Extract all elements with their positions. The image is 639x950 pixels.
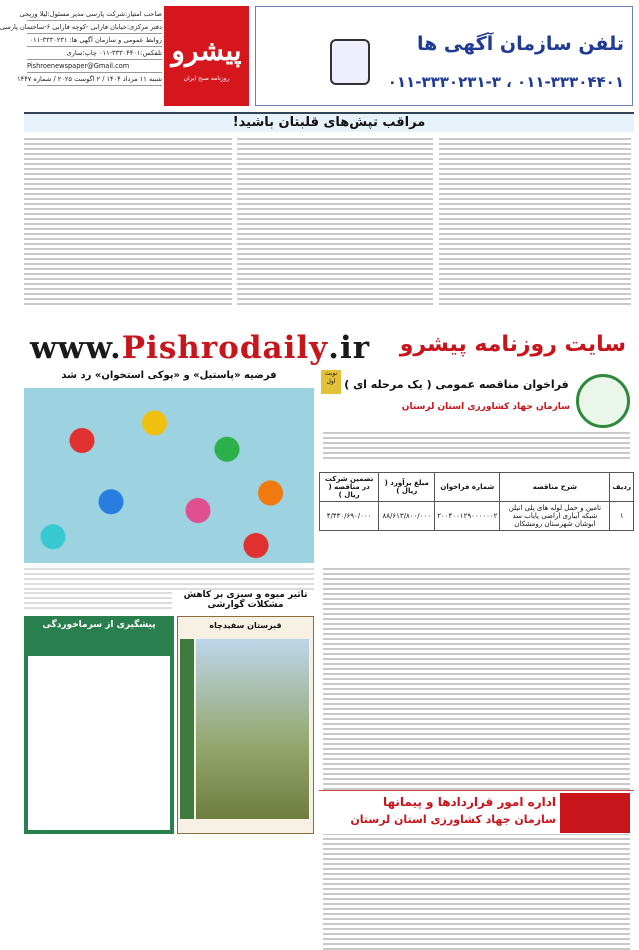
td: تامین و حمل لوله های پلی اتیلن شبکه آبیاری اراضی پایاب سد ابوشان شهرستان رومشکان (500, 502, 610, 531)
side-strip (180, 639, 194, 819)
article-column (24, 568, 314, 590)
td: ۴/۴۳۰/۶۹۰/۰۰۰ (320, 502, 379, 531)
url-suffix: .ir (328, 330, 371, 366)
th: شرح مناقصه (500, 473, 610, 502)
newspaper-logo (164, 6, 249, 106)
headline-title: مراقب تپش‌های قلبتان باشید! (232, 115, 426, 130)
article-column (237, 138, 433, 305)
tender-ad (319, 368, 634, 834)
logo-name: پیشرو (171, 34, 242, 67)
info-line: دفتر مرکزی:خیابان فارابی -کوچه فارابی ۶-ساختمان پارسی (27, 21, 162, 34)
cold-infographic (24, 616, 174, 834)
cold-title: پیشگیری از سرماخوردگی (42, 620, 156, 630)
infographic-body (28, 656, 170, 830)
info-line: تلفکس:۳۳۳۰۴۴۰۱-۰۱۱ چاپ:ساری (27, 47, 162, 60)
footer-line2: سازمان جهاد کشاورزی استان لرستان (350, 813, 556, 826)
ad-phone-box (255, 6, 633, 106)
url-prefix: www. (30, 330, 122, 366)
tender-org: سازمان جهاد کشاورزی استان لرستان (401, 402, 570, 412)
th: ردیف (610, 473, 634, 502)
tender-body (323, 568, 630, 950)
info-line: روابط عمومی و سازمان آگهی ها: ۳۳۳۰۲۳۱-۰۱۱ (27, 34, 162, 47)
tender-footer-badge (560, 793, 630, 833)
headline-bar (24, 112, 634, 132)
table-row (320, 502, 634, 531)
jihad-logo (576, 374, 630, 428)
footer-line1: اداره امور قراردادها و پیمانها (382, 795, 556, 809)
tender-footer (319, 790, 634, 834)
th: تضمین شرکت در مناقصه ( ریال ) (320, 473, 379, 502)
article-column (439, 138, 631, 305)
ad-phone-numbers: ۰۱۱-۳۳۳۰۲۳۱-۳ ، ۰۱۱-۳۳۳۰۴۴۰۱ (387, 73, 624, 91)
tender-table-wrap (319, 472, 634, 531)
tender-intro (323, 432, 630, 459)
fax-icon (330, 39, 370, 85)
info-line: صاحب امتیاز:شرکت پارسی مدیر مسئول:لیلا وریجی (27, 8, 162, 21)
website-banner (24, 330, 634, 368)
td: ۸۸/۶۱۳/۸۰۰/۰۰۰ (379, 502, 435, 531)
tender-table (319, 472, 634, 531)
quarter-photo-box (177, 616, 314, 834)
article-column (24, 138, 232, 305)
candy-article-title: فرضیه «پاستیل» و «پوکی استخوان» رد شد (61, 370, 277, 381)
td: ۱ (610, 502, 634, 531)
th: مبلغ برآورد ( ریال ) (379, 473, 435, 502)
fruit-article-title: تاثیر میوه و سبزی بر کاهش مشکلات گوارشی (183, 590, 308, 610)
th: شماره فراخوان (435, 473, 500, 502)
info-line: شنبه ۱۱ مرداد ۱۴۰۴ / ۲ اگوست ۲۰۲۵ / شماره ۱۴۴۷ (27, 73, 162, 86)
info-line: Pishroenewspaper@Gmail.com (27, 60, 162, 73)
website-title: سایت روزنامه پیشرو (399, 332, 626, 357)
website-url[interactable] (30, 330, 370, 366)
masthead-info (0, 8, 162, 86)
ad-phone-title: تلفن سازمان آگهی ها (416, 33, 624, 55)
tender-title: فراخوان مناقصه عمومی ( یک مرحله ای ) (344, 378, 569, 391)
url-brand: Pishrodaily (121, 330, 329, 366)
tender-head (319, 368, 634, 454)
candy-photo (24, 388, 314, 563)
article-column (24, 592, 172, 609)
td: ۲۰۰۴۰۰۱۲۹۰۰۰۰۰۰۲ (435, 502, 500, 531)
tender-badge: نوبت اول (321, 370, 341, 394)
logo-sub: روزنامه صبح ایران (183, 75, 230, 82)
quarter-photo (196, 639, 309, 819)
quarter-title: قبرستان سفیدچاه (209, 621, 282, 630)
